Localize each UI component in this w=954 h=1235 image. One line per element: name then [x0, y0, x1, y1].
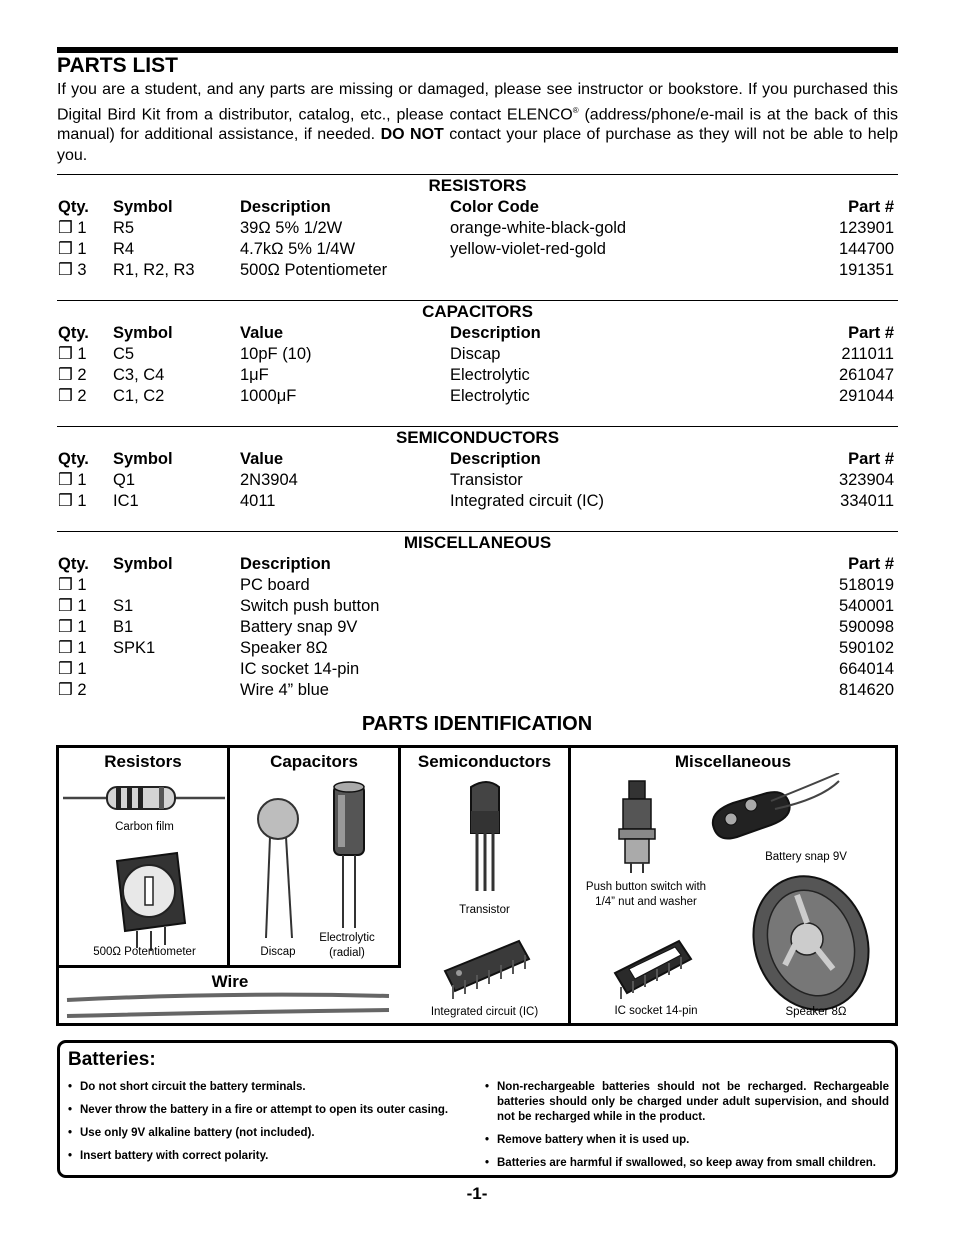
cell-symbol: C3, C4	[113, 366, 165, 384]
battery-warning-item: • Use only 9V alkaline battery (not included).	[68, 1126, 478, 1141]
batteries-box	[57, 1040, 898, 1178]
battery-snap-icon	[713, 773, 839, 839]
cell-symbol: R4	[113, 240, 135, 258]
table-row	[57, 470, 898, 491]
cell-symbol: Q1	[113, 471, 136, 489]
batteries-list-left	[68, 1080, 478, 1172]
cell-col3: 1000μF	[240, 387, 297, 405]
qty-checkbox[interactable]: ❒ 2	[58, 387, 87, 405]
column-header-part: Part #	[848, 198, 894, 216]
cell-part: 123901	[838, 219, 894, 237]
column-header-part: Part #	[848, 450, 894, 468]
resistor-drawings	[59, 773, 230, 973]
table-row	[57, 596, 898, 617]
potentiometer-icon	[117, 853, 185, 951]
column-header-qty: Qty.	[58, 450, 89, 468]
cell-part: 540001	[838, 597, 894, 615]
column-header-symbol: Symbol	[113, 555, 173, 573]
batteries-title: Batteries:	[68, 1049, 156, 1070]
page-title: PARTS LIST	[57, 54, 178, 77]
column-header-part: Part #	[848, 324, 894, 342]
cell-symbol: C5	[113, 345, 135, 363]
top-rule	[57, 47, 898, 53]
cell-col4: orange-white-black-gold	[450, 219, 627, 237]
carbon-film-caption: Carbon film	[115, 821, 174, 833]
cell-col4: Electrolytic	[450, 387, 530, 405]
cell-col3: PC board	[240, 576, 310, 594]
semiconductors-cell-title: Semiconductors	[417, 752, 552, 771]
column-header-qty: Qty.	[58, 555, 89, 573]
capacitors-header-row	[57, 323, 898, 344]
push-button-caption-line2: 1/4” nut and washer	[595, 896, 697, 908]
cell-col3: 39Ω 5% 1/2W	[240, 219, 343, 237]
electrolytic-capacitor-icon	[334, 782, 364, 928]
battery-warning-item: • Non-rechargeable batteries should not be recharged. Rechargeable batteries should only be charged under adult supervision, and should not be recharged while in the product.	[485, 1080, 889, 1125]
column-header-part: Part #	[848, 555, 894, 573]
table-row	[57, 491, 898, 512]
resistors-title: RESISTORS	[428, 176, 527, 195]
qty-checkbox[interactable]: ❒ 1	[58, 345, 87, 363]
electrolytic-caption-line2: (radial)	[329, 947, 365, 959]
column-header-col3: Description	[240, 198, 331, 216]
transistor-caption: Transistor	[459, 904, 510, 916]
cell-col3: Speaker 8Ω	[240, 639, 328, 657]
capacitors-cell-title: Capacitors	[270, 752, 358, 771]
cell-col3: Battery snap 9V	[240, 618, 358, 636]
intro-text-3: contact your place of purchase as they will not be able to help you.	[57, 126, 899, 164]
column-header-symbol: Symbol	[113, 198, 173, 216]
resistors-cell-title: Resistors	[104, 752, 182, 771]
cell-symbol: R5	[113, 219, 135, 237]
table-row	[57, 386, 898, 407]
potentiometer-caption: 500Ω Potentiometer	[93, 946, 196, 958]
cell-col3: 10pF (10)	[240, 345, 312, 363]
battery-warning-item: • Never throw the battery in a fire or attempt to open its outer casing.	[68, 1103, 478, 1118]
qty-checkbox[interactable]: ❒ 1	[58, 639, 87, 657]
miscellaneous-header-row	[57, 554, 898, 575]
ic-socket-icon	[615, 941, 691, 999]
cell-col4: Transistor	[450, 471, 523, 489]
parts-identification-grid	[56, 745, 898, 1026]
cell-part: 814620	[838, 681, 894, 699]
table-row	[57, 344, 898, 365]
qty-checkbox[interactable]: ❒ 1	[58, 471, 87, 489]
intro-text-1: If you are a student, and any parts are missing or damaged, please see instructor or bookstore. If you purchased this Digital Bird Kit from a distributor, catalog, etc., please contact ELENCO	[57, 81, 898, 123]
speaker-icon	[735, 860, 887, 1023]
cell-col4: Electrolytic	[450, 366, 530, 384]
qty-checkbox[interactable]: ❒ 2	[58, 366, 87, 384]
push-button-caption	[571, 880, 721, 910]
cell-part: 211011	[841, 345, 894, 363]
column-header-symbol: Symbol	[113, 450, 173, 468]
cell-part: 590102	[838, 639, 894, 657]
cell-col3: 1μF	[240, 366, 269, 384]
cell-col4: Integrated circuit (IC)	[450, 492, 605, 510]
cell-part: 261047	[838, 366, 894, 384]
column-header-symbol: Symbol	[113, 324, 173, 342]
semiconductors-header-row	[57, 449, 898, 470]
ic-caption: Integrated circuit (IC)	[430, 1006, 539, 1018]
battery-warning-item: • Remove battery when it is used up.	[485, 1133, 889, 1148]
miscellaneous-title: MISCELLANEOUS	[403, 533, 552, 552]
intro-paragraph	[57, 80, 898, 166]
cell-part: 144700	[838, 240, 894, 258]
column-header-col4: Description	[450, 324, 541, 342]
qty-checkbox[interactable]: ❒ 1	[58, 492, 87, 510]
electrolytic-caption	[312, 931, 382, 961]
qty-checkbox[interactable]: ❒ 1	[58, 597, 87, 615]
capacitors-section	[57, 300, 898, 407]
table-row	[57, 575, 898, 596]
miscellaneous-cell-title: Miscellaneous	[674, 752, 792, 771]
cell-part: 291044	[838, 387, 894, 405]
cell-col3: IC socket 14-pin	[240, 660, 360, 678]
page-number: -1-	[466, 1184, 488, 1203]
miscellaneous-section	[57, 531, 898, 701]
cell-symbol: C1, C2	[113, 387, 165, 405]
wire-icon	[67, 995, 389, 1016]
miscellaneous-cell	[571, 748, 895, 1023]
table-row	[57, 365, 898, 386]
column-header-col3: Value	[240, 324, 284, 342]
resistors-header-row	[57, 197, 898, 218]
cell-part: 664014	[838, 660, 894, 678]
discap-icon	[258, 799, 298, 938]
batteries-list-right	[485, 1080, 889, 1179]
table-row	[57, 680, 898, 701]
table-row	[57, 239, 898, 260]
semiconductors-section	[57, 426, 898, 512]
column-header-qty: Qty.	[58, 324, 89, 342]
cell-symbol: IC1	[113, 492, 139, 510]
qty-checkbox[interactable]: ❒ 1	[58, 618, 87, 636]
cell-part: 518019	[838, 576, 894, 594]
qty-checkbox[interactable]: ❒ 3	[58, 261, 87, 279]
cell-part: 323904	[838, 471, 894, 489]
column-header-col3: Value	[240, 450, 284, 468]
speaker-caption: Speaker 8Ω	[785, 1006, 847, 1018]
semiconductor-drawings	[401, 773, 568, 1023]
push-button-caption-line1: Push button switch with	[585, 881, 707, 893]
qty-checkbox[interactable]: ❒ 1	[58, 219, 87, 237]
cell-col3: 500Ω Potentiometer	[240, 261, 388, 279]
battery-warning-item: • Batteries are harmful if swallowed, so keep away from small children.	[485, 1156, 889, 1171]
cell-part: 334011	[840, 492, 894, 510]
ic-socket-caption: IC socket 14-pin	[614, 1005, 698, 1017]
cell-symbol: B1	[113, 618, 134, 636]
electrolytic-caption-line1: Electrolytic	[319, 932, 375, 944]
push-button-switch-icon	[619, 781, 655, 873]
cell-col3: Switch push button	[240, 597, 380, 615]
carbon-film-resistor-icon	[63, 787, 225, 809]
intro-text-2: (address/phone/e-mail is at the back of this manual) for additional assistance, if needed.	[57, 105, 898, 144]
table-row	[57, 638, 898, 659]
cell-col4: yellow-violet-red-gold	[450, 240, 606, 258]
cell-col3: 2N3904	[240, 471, 298, 489]
semiconductors-cell	[401, 748, 571, 1023]
battery-warning-item: • Do not short circuit the battery terminals.	[68, 1080, 478, 1095]
semiconductors-title: SEMICONDUCTORS	[395, 428, 560, 447]
qty-checkbox[interactable]: ❒ 2	[58, 681, 87, 699]
integrated-circuit-icon	[445, 941, 529, 999]
cell-col3: 4011	[240, 492, 276, 510]
cell-symbol: SPK1	[113, 639, 156, 657]
capacitors-cell	[230, 748, 401, 968]
cell-col3: 4.7kΩ 5% 1/4W	[240, 240, 356, 258]
cell-symbol: S1	[113, 597, 134, 615]
discap-caption: Discap	[260, 946, 296, 958]
registered-mark: ®	[572, 105, 579, 115]
qty-checkbox[interactable]: ❒ 1	[58, 660, 87, 678]
wire-cell	[59, 968, 401, 1023]
capacitors-title: CAPACITORS	[422, 302, 533, 321]
column-header-col4: Color Code	[450, 198, 539, 216]
resistors-section	[57, 174, 898, 281]
table-row	[57, 617, 898, 638]
cell-part: 191351	[838, 261, 894, 279]
table-row	[57, 260, 898, 281]
cell-symbol: R1, R2, R3	[113, 261, 195, 279]
wire-drawing	[59, 986, 401, 1026]
table-row	[57, 218, 898, 239]
cell-part: 590098	[838, 618, 894, 636]
intro-emphasis: DO NOT	[380, 126, 444, 144]
parts-identification-title: PARTS IDENTIFICATION	[361, 713, 593, 735]
resistors-cell	[59, 748, 230, 968]
column-header-col3: Description	[240, 555, 331, 573]
qty-checkbox[interactable]: ❒ 1	[58, 576, 87, 594]
table-row	[57, 659, 898, 680]
qty-checkbox[interactable]: ❒ 1	[58, 240, 87, 258]
battery-warning-item: • Insert battery with correct polarity.	[68, 1149, 478, 1164]
transistor-icon	[471, 782, 499, 891]
column-header-qty: Qty.	[58, 198, 89, 216]
cell-col4: Discap	[450, 345, 501, 363]
wire-cell-title: Wire	[211, 972, 249, 991]
cell-col3: Wire 4” blue	[240, 681, 329, 699]
column-header-col4: Description	[450, 450, 541, 468]
battery-snap-caption: Battery snap 9V	[765, 851, 847, 863]
